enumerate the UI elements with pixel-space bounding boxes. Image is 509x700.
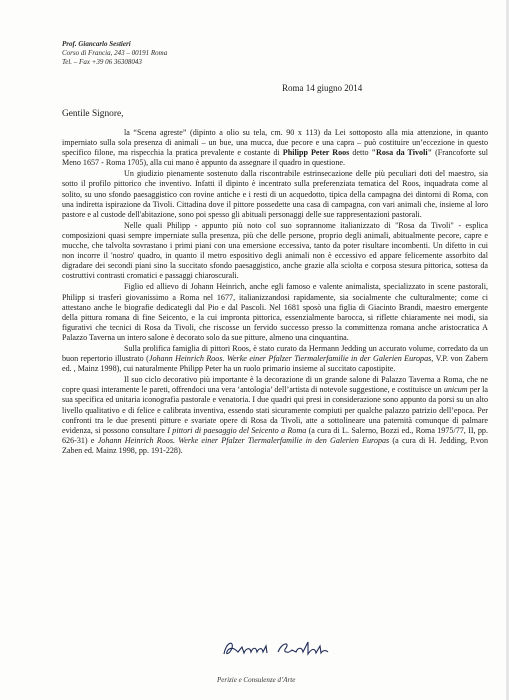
paragraph-1 [62, 128, 488, 168]
p6-text-a: Il suo ciclo decorativo più importante è la decorazione di un grande salone di Palazzo Taverna a Roma, che ne copre quasi interamente le pareti, offrendoci una vera ‘antologia’ dell’artista di notevole suggestione, e costituisce un [62, 375, 488, 395]
p5-text-a: Sulla prolifica famiglia di pittori Roos, è stato curato da Hermann Jedding un accurato volume, corredato da un buon repertorio illustrato ( [62, 343, 488, 364]
paragraph-4: Figlio ed allievo di Johann Heinrich, anche egli famoso e valente animalista, specializzato in scene pastorali, Philipp si trasferì giovanissimo a Roma nel 1677, italianizzandosi rapidamente, sia socialmente che culturalmente; come ci attestano anche le biografie dedicategli dal Pio e dal Pascoli. Nel 1681 sposò una figlia di Giacinto Brandi, maestro emergente della pittura romana di fine Seicento, e la cui impronta pittorica, essenzialmente barocca, si riflette chiaramente nei modi, sia figurativi che tecnici di Rosa da Tivoli, che riscosse un fervido successo presso la committenza romana anche aristocratica A Palazzo Taverna un intero salone è decorato solo da sue pitture, almeno una cinquantina. [62, 282, 488, 342]
artist-name: Philipp Peter Roos [282, 148, 350, 158]
letter-date: Roma 14 giugno 2014 [282, 83, 363, 93]
paragraph-3: Nelle quali Philipp - appunto più noto col suo soprannome italianizzato di "Rosa da Tivoli" - esplica composizioni quasi sempre imperniate sulla presenza, più che delle persone, proprio degli animali, abitualmente pecore, capre e mucche, che talvolta sovrastano i primi piani con una emersione eccessiva, tanto da poter risultare incombenti. Un difetto in cui non incorre il 'nostro' quadro, in quanto il metro espositivo degli animali non è eccessivo ed appare felicemente assorbito dal digradare dei secondi piani sino la succitato sfondo paesaggistico, anche grazie alla sciolta e corposa stesura pittorica, sottesa da costruttivi contrasti cromatici e passaggi chiaroscurali. [62, 220, 488, 281]
p6-book-title-1: I pittori di paesaggio del Seicento a Roma [167, 425, 307, 435]
p1-text-e: (Francoforte sul Meno 1657 - Roma 1705), alla cui mano è appunto da assegnare il quadro in questione. [62, 148, 489, 168]
p6-text-c: per la sua specifica ed unitaria iconografia pastorale e venatoria. I due quadri qui presi in considerazione sono appunto da porsi su un alto livello qualitativo e di felice e calibrata inventiva, essendo stati sicuramente compiuti per qualche palazzo patrizio dell’epoca. Per confronti tra le due presenti pitture e svariate opere di Rosa da Tivoli, atte a sottolineare una paternità comunque di palmare evidenza, si possono consultare [62, 385, 488, 435]
letter-body [62, 128, 488, 457]
p6-text-g: (a cura di H. Jedding, P.von Zaben ed. Mainz 1998, pp. 191-228). [62, 435, 488, 455]
letterhead-name: Prof. Giancarlo Sestieri [62, 40, 131, 48]
p1-text-a: la “Scena agreste” (dipinto a olio su tela, cm. 90 x 113) da Lei sottoposto alla mia attenzione, in quanto imperniato sulla sola presenza di animali – un bue, una mucca, due pecore e una capra – può costituire un’eccezione in questo specifico filone, ma rispecchia la pratica prevalente e costante di [62, 128, 488, 158]
p6-text-e: (a cura di L. Salerno, Bozzi ed., Roma 1975/77, II, pp. 626-31) e [62, 425, 488, 445]
letterhead-phone: Tel. – Fax +39 06 36308043 [62, 58, 142, 66]
paragraph-5 [62, 344, 488, 374]
p6-unicum: unicum [443, 385, 468, 395]
p5-book-title: Johann Heinrich Roos. Werke einer Pfalzer Tiermalerfamilie in der Galerien Europas, [148, 354, 434, 364]
p6-book-title-2: Johann Heinrich Roos. Werke einer Pfalzer Tiermalerfamilie in den Galerien Europas [97, 435, 390, 445]
p1-text-c: detto [349, 148, 372, 158]
letterhead [62, 40, 167, 67]
handwritten-signature [220, 638, 330, 660]
footer-tagline: Perizie e Consulenze d’Arte [217, 676, 296, 684]
p5-text-c: V.P. von Zabern ed. , Mainz 1998), cui naturalmente Philipp Peter ha un ruolo primario insieme al succitato capostipite. [62, 354, 488, 374]
salutation: Gentile Signore, [62, 109, 124, 119]
letterhead-address: Corso di Francia, 243 – 00191 Roma [62, 49, 168, 57]
artist-nickname: "Rosa da Tivoli" [371, 148, 433, 158]
paragraph-2: Un giudizio pienamente sostenuto dalla riscontrabile estrinsecazione delle più peculiari doti del maestro, sia sotto il profilo pittorico che inventivo. Infatti il dipinto è incentrato sulla preferenziata tematica del Roos, inquadrata come al solito, su uno sfondo paesaggistico con rovine antiche e i resti di un acquedotto, tipica della campagna dei dintorni di Roma, con una indiretta ispirazione da Tivoli. Cittadina dove il pittore possedette una casa di campagna, con vari animali che, insieme al loro pastore e al custode dell'abitazione, sono poi spesso gli abituali personaggi delle sue rappresentazioni pastorali. [62, 169, 488, 219]
paragraph-6 [62, 375, 488, 456]
